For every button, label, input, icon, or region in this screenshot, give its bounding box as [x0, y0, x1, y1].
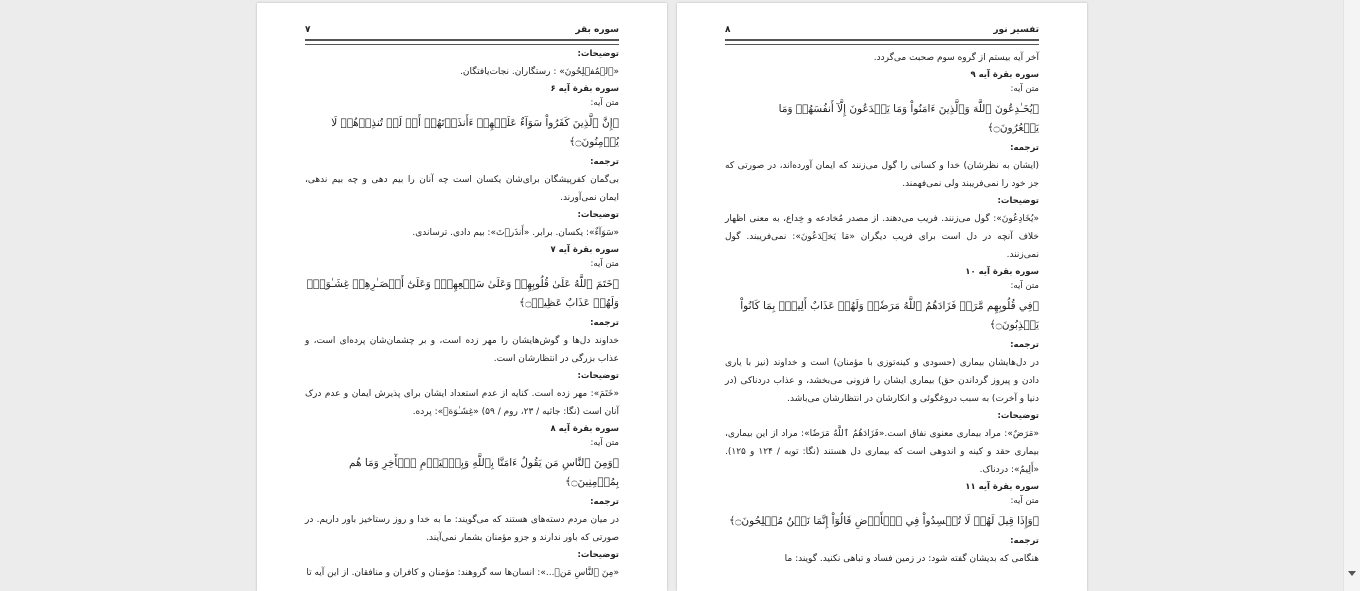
ayah-label: متن آیه: — [590, 98, 619, 108]
section-heading: توضیحات: — [997, 196, 1039, 206]
section-heading: ترجمه: — [1010, 143, 1039, 153]
section-heading: توضیحات: — [577, 371, 619, 381]
section-heading: سوره بقرة آیه ۱۱ — [965, 482, 1039, 492]
section-heading: ترجمه: — [590, 318, 619, 328]
page-header — [725, 23, 1039, 39]
paragraph: «ٱلۡمُفۡلِحُونَ» : رستگاران. نجات‌یافتگان. — [460, 67, 619, 77]
page-number: ۷ — [305, 25, 311, 35]
section-heading: ترجمه: — [590, 157, 619, 167]
paragraph: بی‌گمان کفرپیشگان برای‌شان یکسان است چه آنان را بیم دهی و چه بیم ندهی، ایمان نمی‌آورند. — [305, 175, 619, 203]
paragraph: خداوند دل‌ها و گوش‌هایشان را مهر زده است، و بر چشمان‌شان پرده‌ای است، و عذاب بزرگی در انتظارشان است. — [305, 336, 619, 364]
page-7 — [257, 3, 667, 591]
ayah-text: ﴿إِنَّ ٱلَّذِينَ كَفَرُواْ سَوَآءٌ عَلَيۡهِمۡ ءَأَنذَرۡتَهُمۡ أَمۡ لَمۡ تُنذِرۡهُمۡ لَا يُؤۡمِنُونَ۝﴾ — [331, 117, 619, 148]
page-number: ۸ — [725, 25, 731, 35]
ayah-label: متن آیه: — [1010, 84, 1039, 94]
section-heading: ترجمه: — [1010, 536, 1039, 546]
paragraph: آخر آیه بیستم از گروه سوم صحبت می‌گردد. — [873, 53, 1039, 63]
ayah-text: ﴿يُخَـٰدِعُونَ ٱللَّهَ وَٱلَّذِينَ ءَامَنُواْ وَمَا يَخۡدَعُونَ إِلَّآ أَنفُسَهُمۡ وَمَا يَشۡعُرُونَ۝﴾ — [778, 103, 1039, 134]
paragraph: «مَرَضٌ»: مراد بیماری معنوی نفاق است.«فَزَادَهُمُ ٱللَّهُ مَرَضٗا»: مراد از این بیماری، بیماری حقد و کینه و اندوهی است که بیماری دل هستند (نگا: توبه / ۱۲۴ و ۱۲۵). «أَلِيمٌ»: دردناک. — [725, 429, 1039, 475]
section-heading: توضیحات: — [577, 550, 619, 560]
page-content — [305, 47, 619, 584]
ayah-text: ﴿وَمِنَ ٱلنَّاسِ مَن يَقُولُ ءَامَنَّا بِٱللَّهِ وَبِٱلۡيَوۡمِ ٱلۡأٓخِرِ وَمَا هُم بِمُؤۡمِنِينَ۝﴾ — [349, 457, 619, 488]
section-heading: توضیحات: — [997, 411, 1039, 421]
section-heading: سوره بقرة آیه ۸ — [550, 424, 619, 434]
running-title: سوره بقر — [575, 25, 619, 35]
section-heading: توضیحات: — [577, 210, 619, 220]
header-rule — [305, 39, 619, 45]
running-title: تفسیر نور — [993, 25, 1039, 35]
section-heading: توضیحات: — [577, 49, 619, 59]
scroll-down-arrow-icon[interactable] — [1348, 571, 1356, 576]
section-heading: سوره بقرة آیه ۶ — [550, 84, 619, 94]
header-rule — [725, 39, 1039, 45]
paragraph: در میان مردم دسته‌های هستند که می‌گویند: ما به خدا و روز رستاخیز باور داریم. در صورتی که باور ندارند و جزو مؤمنان بشمار نمی‌آیند. — [305, 515, 619, 543]
paragraph: «مِنَ ٱلنَّاسِ مَنۡ...»: انسان‌ها سه گروهند: مؤمنان و کافران و منافقان. از این آیه تا — [306, 568, 619, 578]
ayah-label: متن آیه: — [590, 438, 619, 448]
paragraph: هنگامی که بدیشان گفته شود: در زمین فساد و تباهی نکنید. گویند: ما — [784, 554, 1039, 564]
paragraph: «يُخَادِعُونَ»: گول می‌زنند. فریب می‌دهند. از مصدر مُخادعه و خِداع، به معنی اظهار خلاف آنچه در دل است برای فریب دیگران «مَا يَخۡدَعُونَ»: نمی‌فریبند. گول نمی‌زنند. — [725, 214, 1039, 260]
paragraph: «سَوَآءٌ»: یکسان. برابر. «أَنذَرۡتَ»: بیم دادی. ترساندی. — [412, 228, 619, 238]
ayah-label: متن آیه: — [1010, 281, 1039, 291]
page-content — [725, 47, 1039, 570]
ayah-label: متن آیه: — [590, 259, 619, 269]
section-heading: ترجمه: — [1010, 340, 1039, 350]
section-heading: سوره بقرة آیه ۱۰ — [965, 267, 1039, 277]
ayah-text: ﴿فِي قُلُوبِهِم مَّرَضٞ فَزَادَهُمُ ٱللَّهُ مَرَضٗاۖ وَلَهُمۡ عَذَابٌ أَلِيمُۢ بِمَا كَانُواْ يَكۡذِبُونَ۝﴾ — [740, 300, 1039, 331]
section-heading: ترجمه: — [590, 497, 619, 507]
ayah-label: متن آیه: — [1010, 496, 1039, 506]
paragraph: در دل‌هایشان بیماری (حسودی و کینه‌توزی با مؤمنان) است و خداوند (نیز با یاری دادن و پیروز گرداندن حق) بیماری ایشان را فزونی می‌بخشد، و عذاب دردناکی (در دنیا و آخرت) به سبب دروغگوئی و انکارشان در انتظارشان می‌باشد. — [725, 358, 1039, 404]
section-heading: سوره بقرة آیه ۷ — [550, 245, 619, 255]
paragraph: (ایشان به نظرشان) خدا و کسانی را گول می‌زنند که ایمان آورده‌اند، در صورتی که جز خود را نمی‌فریبند ولی نمی‌فهمند. — [725, 161, 1039, 189]
vertical-scrollbar[interactable] — [1343, 0, 1360, 591]
ayah-text: ﴿وَإِذَا قِيلَ لَهُمۡ لَا تُفۡسِدُواْ فِي ٱلۡأَرۡضِ قَالُوٓاْ إِنَّمَا نَحۡنُ مُصۡلِحُونَ۝﴾ — [729, 515, 1039, 527]
page-8 — [677, 3, 1087, 591]
section-heading: سوره بقرة آیه ۹ — [970, 70, 1039, 80]
page-header — [305, 23, 619, 39]
ayah-text: ﴿خَتَمَ ٱللَّهُ عَلَىٰ قُلُوبِهِمۡ وَعَلَىٰ سَمۡعِهِمۡۖ وَعَلَىٰٓ أَبۡصَـٰرِهِمۡ غِشَـٰوَةٞۖ وَلَهُمۡ عَذَابٌ عَظِيمٞ۝﴾ — [306, 278, 619, 309]
paragraph: «خَتَمَ»: مهر زده است. کنایه از عدم استعداد ایشان برای پذیرش ایمان و عدم درک آنان است (نگا: جاثیه / ۲۳، روم / ۵۹) «غِشَـٰوَةٞ»: پرده. — [305, 389, 619, 417]
